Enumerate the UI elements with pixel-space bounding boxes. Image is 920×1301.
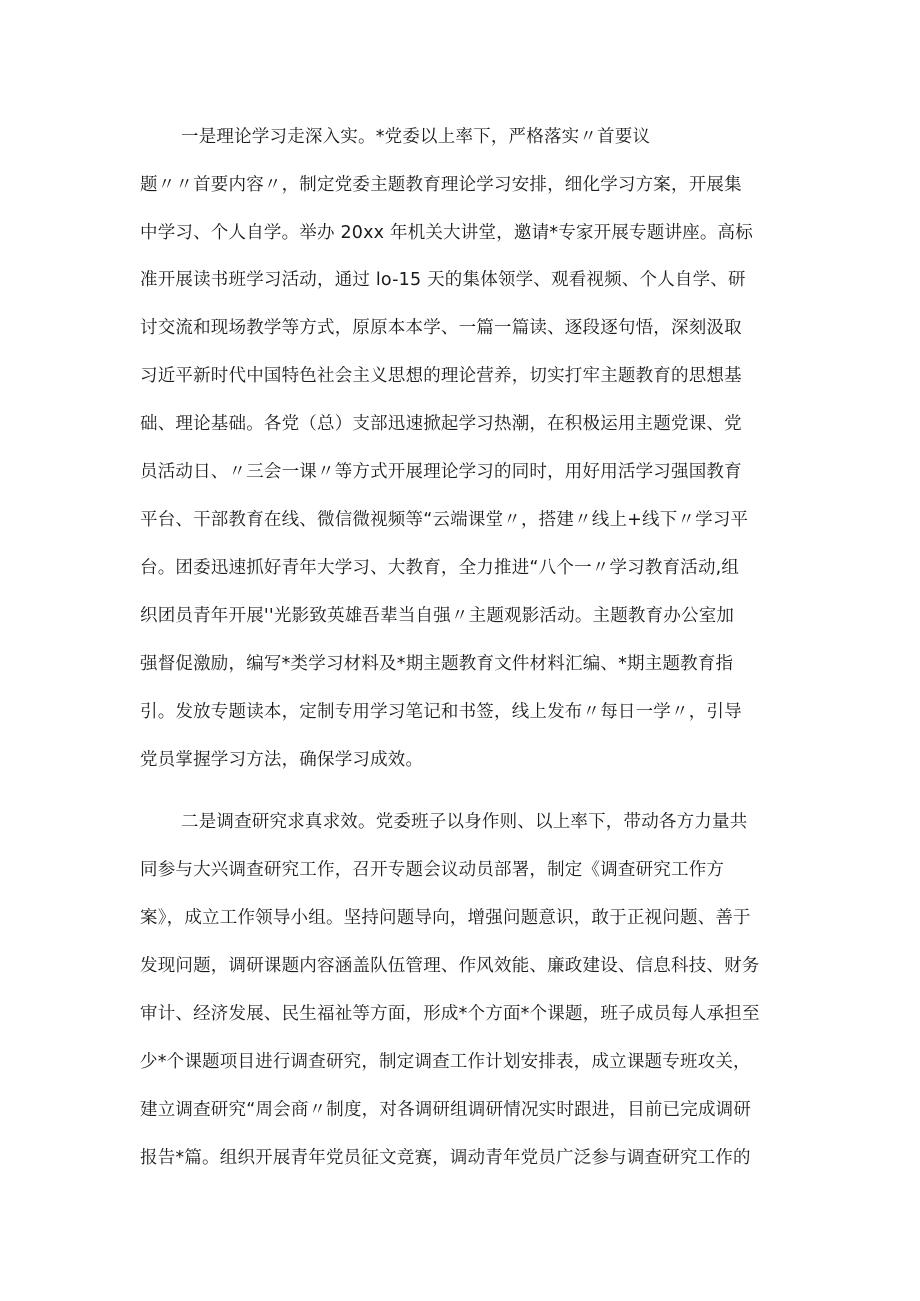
paragraph-2-line-7: 建立调查研究“周会商〃制度，对各调研组调研情况实时跟进，目前已完成调研 [140,1100,752,1120]
paragraph-1-line-3: 中学习、个人自学。举办 20xx 年机关大讲堂，邀请*专家开展专题讲座。高标 [140,223,753,243]
paragraph-1-line-12: 强督促激励，编写*类学习材料及*期主题教育文件材料汇编、*期主题教育指 [140,654,734,674]
paragraph-1-line-2: 题〃〃首要内容〃，制定党委主题教育理论学习安排，细化学习方案，开展集 [140,175,742,195]
paragraph-2-line-5: 审计、经济发展、民生福祉等方面，形成*个方面*个课题，班子成员每人承担至 [140,1004,760,1024]
paragraph-1-line-11: 织团员青年开展''光影致英雄吾辈当自强〃主题观影活动。主题教育办公室加 [140,606,735,626]
paragraph-1-line-7: 础、理论基础。各党（总）支部迅速掀起学习热潮，在积极运用主题党课、党 [140,414,742,434]
paragraph-1-line-14: 党员掌握学习方法，确保学习成效。 [140,750,424,770]
paragraph-2-line-4: 发现问题，调研课题内容涵盖队伍管理、作风效能、廉政建设、信息科技、财务 [140,956,760,976]
paragraph-1-line-5: 讨交流和现场教学等方式，原原本本学、一篇一篇读、逐段逐句悟，深刻汲取 [140,318,742,338]
paragraph-1-line-6: 习近平新时代中国特色社会主义思想的理论营养，切实打牢主题教育的思想基 [140,366,742,386]
paragraph-1-line-13: 引。发放专题读本，定制专用学习笔记和书签，线上发布〃每日一学〃，引导 [140,702,742,722]
paragraph-2-line-6: 少*个课题项目进行调查研究，制定调查工作计划安排表，成立课题专班攻关， [140,1052,751,1072]
paragraph-1-line-4: 准开展读书班学习活动，通过 lo-15 天的集体领学、观看视频、个人自学、研 [140,270,746,290]
paragraph-1-line-8: 员活动日、〃三会一课〃等方式开展理论学习的同时，用好用活学习强国教育 [140,462,742,482]
paragraph-2-line-3: 案》，成立工作领导小组。坚持问题导向，增强问题意识，敢于正视问题、善于 [140,908,751,928]
paragraph-1-line-9: 平台、干部教育在线、微信微视频等“云端课堂〃，搭建〃线上+线下〃学习平 [140,510,749,530]
paragraph-1-line-1: 一是理论学习走深入实。*党委以上率下，严格落实〃首要议 [181,127,651,147]
paragraph-2-line-8: 报告*篇。组织开展青年党员征文竞赛，调动青年党员广泛参与调查研究工作的 [140,1148,751,1168]
paragraph-1-line-10: 台。团委迅速抓好青年大学习、大教育，全力推进“八个一〃学习教育活动,组 [140,558,740,578]
paragraph-2-line-1: 二是调查研究求真求效。党委班子以身作则、以上率下，带动各方力量共 [181,812,748,832]
paragraph-2-line-2: 同参与大兴调查研究工作，召开专题会议动员部署，制定《调查研究工作方 [140,860,725,880]
